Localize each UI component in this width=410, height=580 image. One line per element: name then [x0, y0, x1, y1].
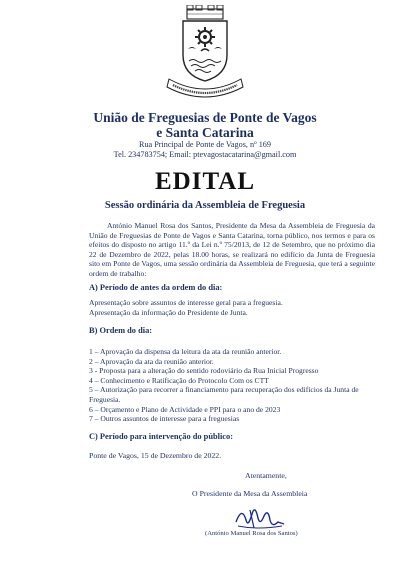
list-item: 7 – Outros assuntos de interesse para a freguesias [89, 414, 240, 424]
section-b-heading: B) Ordem do dia: [89, 326, 153, 335]
list-item: 2 – Aprovação da ata da reunião anterior. [89, 356, 214, 366]
document-title: EDITAL [154, 168, 255, 195]
closing-regards: Atentamente, [245, 471, 287, 480]
list-item: 4 – Conhecimento e Ratificação do Protocolo Com os CTT [89, 375, 269, 385]
org-name-line2: e Santa Catarina [156, 125, 254, 140]
section-a-list [89, 298, 379, 317]
signer-name: (António Manuel Rosa dos Santos) [205, 530, 298, 537]
signature-icon [228, 500, 288, 534]
section-a-heading: A) Período de antes da ordem do dia: [89, 283, 223, 292]
org-name-line1: União de Freguesias de Ponte de Vagos [93, 110, 317, 125]
intro-paragraph: António Manuel Rosa dos Santos, Presidente da Mesa da Assembleia de Freguesia da União de Freguesias de Ponte de Vagos e Santa Catarina, torna público, nos termos e para os efeitos do disposto no artigo 11.º da Lei n.º 75/2013, de 12 de Setembro, que no próximo dia 22 de Dezembro de 2022, pelas 18.00 horas, se realizará no edifício da Junta de Freguesia sito em Ponte de Vagos, uma sessão ordinária da Assembleia de Freguesia, que terá a seguinte ordem de trabalho: [89, 221, 375, 278]
list-item: 1 – Aprovação da dispensa da leitura da ata da reunião anterior. [89, 347, 282, 356]
org-address: Rua Principal de Ponte de Vagos, nº 169 [138, 140, 271, 149]
list-item: 3 - Proposta para a alteração do sentido rodoviário da Rua Inicial Progresso [89, 366, 319, 376]
list-item: Apresentação sobre assuntos de interesse geral para a freguesia. [89, 298, 283, 307]
place-date: Ponte de Vagos, 15 de Dezembro de 2022. [89, 451, 222, 460]
org-contact: Tel. 234783754; Email: ptevagostacatarina@gmail.com [113, 150, 297, 159]
list-item: 6 – Orçamento e Plano de Actividade e PPI para o ano de 2023 [89, 404, 281, 414]
section-b-list [89, 347, 377, 424]
section-c-heading: C) Período para intervenção do público: [89, 432, 233, 441]
list-item: 5 – Autorização para recorrer a financiamento para recuperação dos edifícios da Junta de Freguesia. [89, 385, 359, 404]
document-subtitle: Sessão ordinária da Assembleia de Freguesia [104, 200, 306, 211]
signer-role: O Presidente da Mesa da Assembleia [192, 489, 308, 498]
coat-of-arms-icon [163, 5, 247, 103]
list-item: Apresentação da informação do Presidente de Junta. [89, 307, 248, 317]
